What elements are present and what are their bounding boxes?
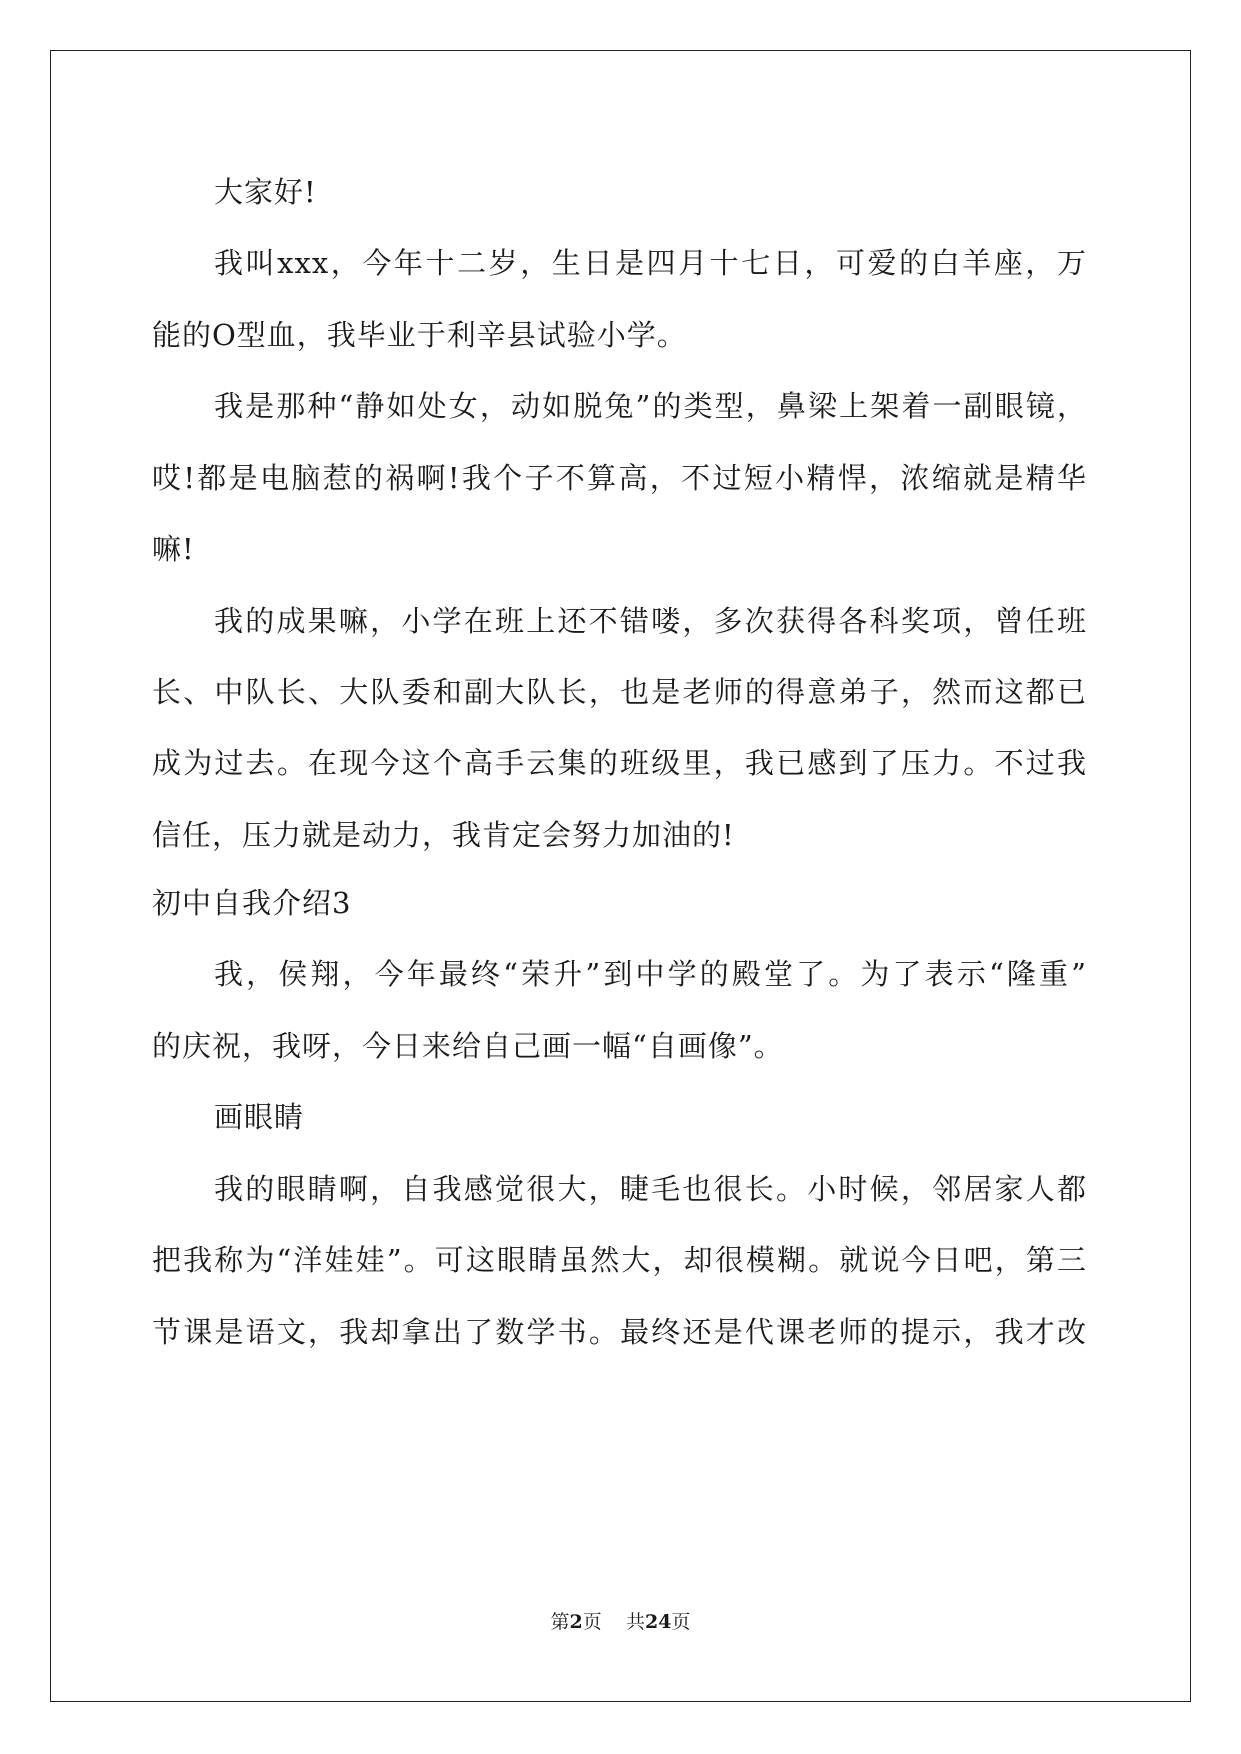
- page-footer: [0, 1611, 1241, 1633]
- paragraph-line: 的庆祝，我呀，今日来给自己画一幅“自画像”。: [152, 1029, 784, 1063]
- paragraph-line: 能的O型血，我毕业于利辛县试验小学。: [152, 318, 687, 352]
- paragraph-line: 成为过去。在现今这个高手云集的班级里，我已感到了压力。不过我: [152, 746, 1087, 780]
- section-heading: 初中自我介绍3: [152, 886, 352, 920]
- paragraph-greeting: 大家好!: [214, 175, 317, 209]
- footer-page-unit: 页: [582, 1611, 602, 1633]
- paragraph-line: 我的眼睛啊，自我感觉很大，睫毛也很长。小时候，邻居家人都: [214, 1172, 1087, 1206]
- footer-page-number: 2: [569, 1611, 583, 1633]
- footer-page-prefix: 第: [550, 1611, 570, 1633]
- paragraph-line: 我是那种“静如处女，动如脱兔”的类型，鼻梁上架着一副眼镜，: [214, 389, 1087, 423]
- paragraph-line: 长、中队长、大队委和副大队长，也是老师的得意弟子，然而这都已: [152, 675, 1087, 709]
- page-frame: [50, 50, 1191, 1702]
- paragraph-line: 节课是语文，我却拿出了数学书。最终还是代课老师的提示，我才改: [152, 1315, 1087, 1349]
- paragraph-line: 我，侯翔，今年最终“荣升”到中学的殿堂了。为了表示“隆重”: [214, 957, 1087, 991]
- paragraph-line: 我叫xxx，今年十二岁，生日是四月十七日，可爱的白羊座，万: [214, 246, 1087, 280]
- footer-total-prefix: 共: [625, 1611, 645, 1633]
- paragraph-line: 把我称为“洋娃娃”。可这眼睛虽然大，却很模糊。就说今日吧，第三: [152, 1243, 1087, 1277]
- paragraph-line: 我的成果嘛，小学在班上还不错喽，多次获得各科奖项，曾任班: [214, 604, 1087, 638]
- footer-total-pages: 24: [644, 1611, 672, 1633]
- footer-total-unit: 页: [671, 1611, 691, 1633]
- subheading: 画眼睛: [214, 1100, 305, 1134]
- paragraph-line: 信任，压力就是动力，我肯定会努力加油的!: [152, 818, 735, 852]
- paragraph-line: 嘛!: [152, 532, 195, 566]
- paragraph-line: 哎!都是电脑惹的祸啊!我个子不算高，不过短小精悍，浓缩就是精华: [152, 461, 1087, 495]
